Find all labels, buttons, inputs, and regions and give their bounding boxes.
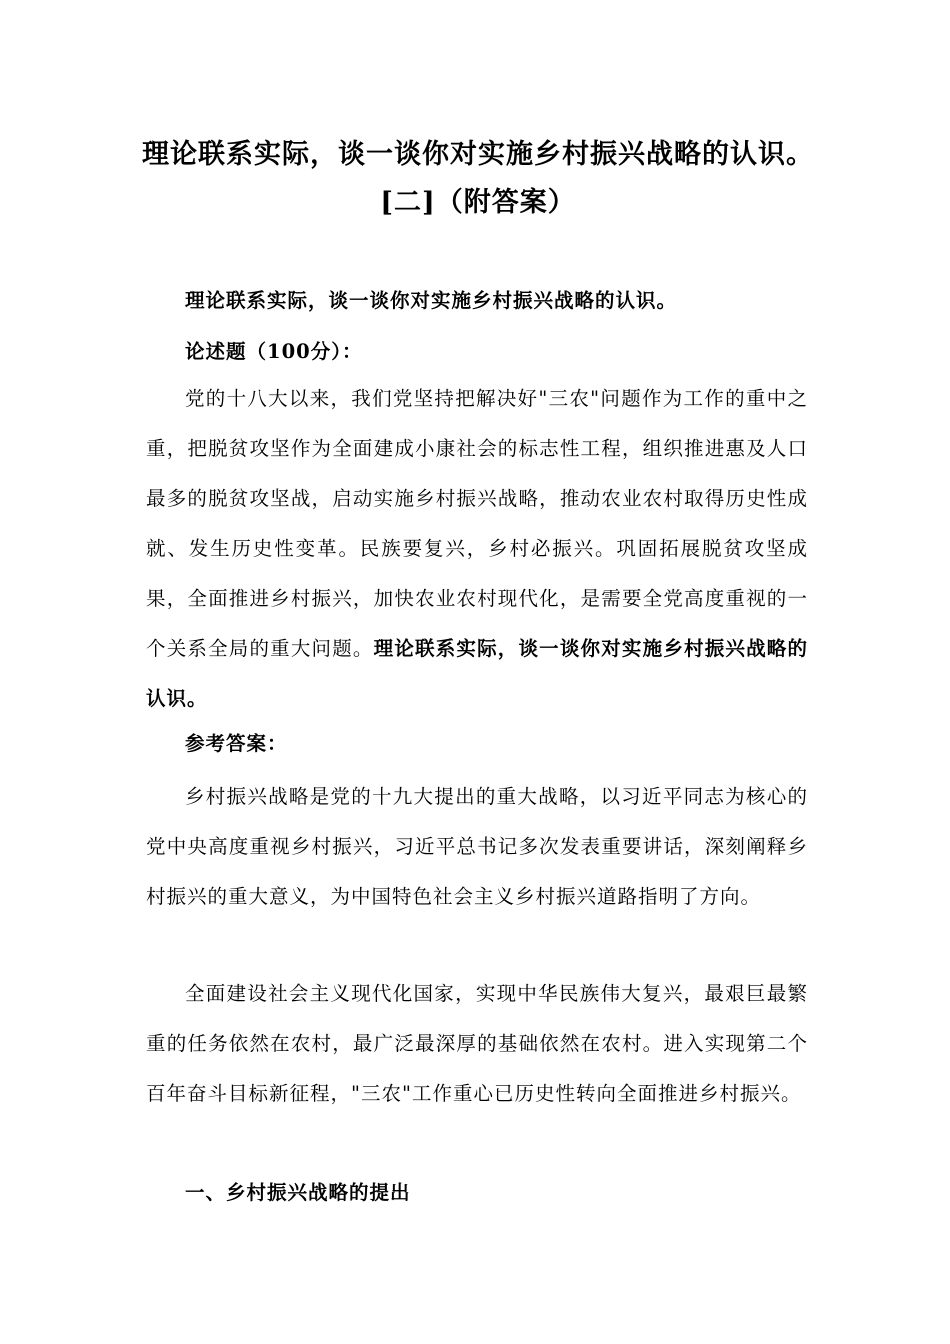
reference-answer-label: 参考答案： [185, 732, 288, 755]
document-title-line1: 理论联系实际，谈一谈你对实施乡村振兴战略的认识。 [142, 139, 814, 170]
essay-label: 论述题（100分）： [185, 340, 363, 363]
section-heading-1: 一、乡村振兴战略的提出 [185, 1181, 411, 1204]
answer-paragraph-1: 乡村振兴战略是党的十九大提出的重大战略，以习近平同志为核心的党中央高度重视乡村振兴，习近平总书记多次发表重要讲话，深刻阐释乡村振兴的重大意义，为中国特色社会主义乡村振兴道路指明了方向。 [146, 785, 808, 908]
background-bold-question: 理论联系实际，谈一谈你对实施乡村振兴战略的认识。 [146, 637, 808, 710]
question-background-paragraph [146, 374, 808, 724]
document-title-line2: [二]（附答案） [380, 187, 576, 218]
question-text: 理论联系实际，谈一谈你对实施乡村振兴战略的认识。 [185, 289, 678, 312]
background-text: 党的十八大以来，我们党坚持把解决好"三农"问题作为工作的重中之重，把脱贫攻坚作为全面建成小康社会的标志性工程，组织推进惠及人口最多的脱贫攻坚战，启动实施乡村振兴战略，推动农业农村取得历史性成就、发生历史性变革。民族要复兴，乡村必振兴。巩固拓展脱贫攻坚成果，全面推进乡村振兴，加快农业农村现代化，是需要全党高度重视的一个关系全局的重大问题。 [146, 387, 808, 660]
answer-paragraph-2: 全面建设社会主义现代化国家，实现中华民族伟大复兴，最艰巨最繁重的任务依然在农村，最广泛最深厚的基础依然在农村。进入实现第二个百年奋斗目标新征程，"三农"工作重心已历史性转向全面推进乡村振兴。 [146, 982, 808, 1105]
